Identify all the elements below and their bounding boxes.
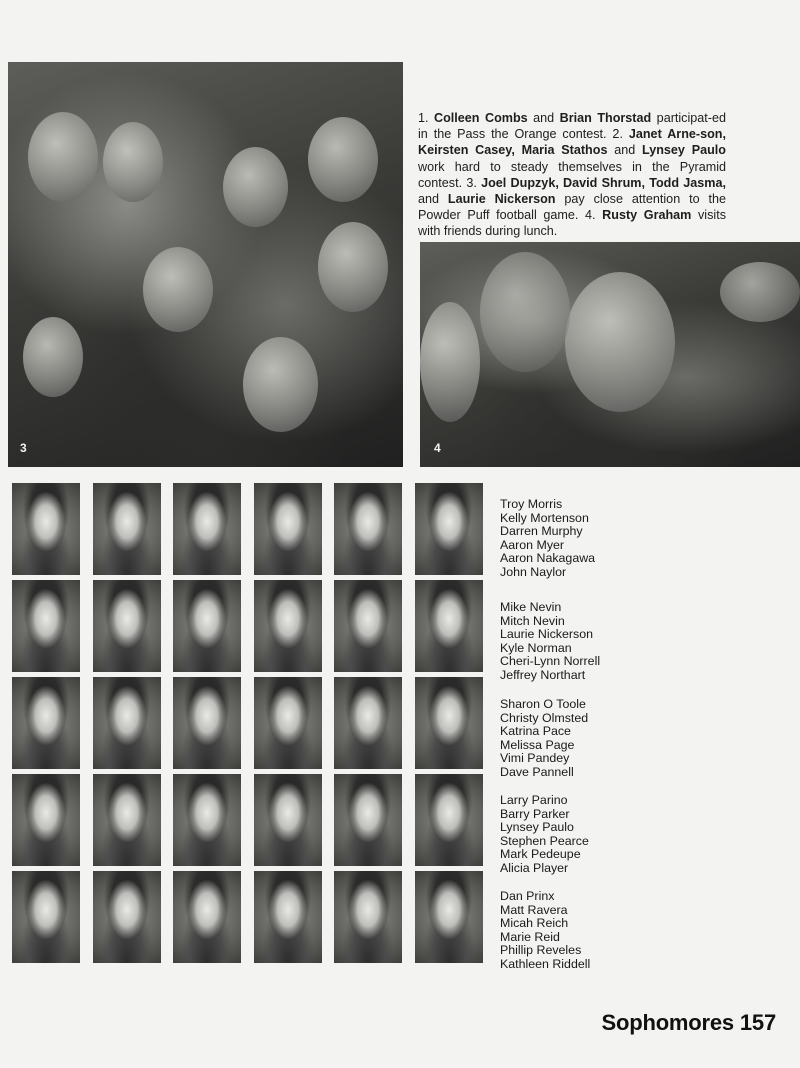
page-number: 157 xyxy=(739,1010,776,1035)
student-name: Mark Pedeupe xyxy=(500,847,581,862)
figure-shape xyxy=(420,302,480,422)
student-portrait xyxy=(415,677,483,769)
student-name: Sharon O Toole xyxy=(500,697,586,711)
figure-shape xyxy=(143,247,213,332)
figure-shape xyxy=(318,222,388,312)
student-name: Melissa Page xyxy=(500,737,575,752)
student-name-list xyxy=(500,498,660,580)
student-portrait xyxy=(12,677,80,769)
student-name: Micah Reich xyxy=(500,916,569,931)
student-portrait xyxy=(173,580,241,672)
caption-text: participat-ed in the Pass the Orange contest. 2. xyxy=(418,111,726,142)
student-name: Cheri-Lynn Norrell xyxy=(500,654,601,669)
student-portrait xyxy=(12,483,80,575)
student-portrait xyxy=(93,871,161,963)
candid-photo-3 xyxy=(8,62,403,467)
caption-name: Rusty Graham xyxy=(602,208,692,223)
student-name: Katrina Pace xyxy=(500,724,571,739)
photo-number: 4 xyxy=(434,441,441,455)
student-portrait xyxy=(254,871,322,963)
student-name-list xyxy=(500,698,660,780)
student-name-list xyxy=(500,794,660,876)
student-name: Mike Nevin xyxy=(500,600,562,614)
student-portrait xyxy=(334,483,402,575)
student-name: Dave Pannell xyxy=(500,764,574,779)
caption-text: and xyxy=(527,111,560,125)
figure-shape xyxy=(23,317,83,397)
figure-shape xyxy=(308,117,378,202)
student-portrait xyxy=(254,774,322,866)
student-name: Troy Morris xyxy=(500,497,563,511)
student-name: Kelly Mortenson xyxy=(500,510,589,525)
figure-shape xyxy=(243,337,318,432)
caption-name: Joel Dupzyk, David Shrum, Todd Jasma, xyxy=(481,175,726,190)
student-portrait xyxy=(12,580,80,672)
student-portrait xyxy=(173,871,241,963)
student-name: Kathleen Riddell xyxy=(500,956,591,971)
student-portrait xyxy=(93,580,161,672)
student-portrait xyxy=(334,580,402,672)
student-name: Alicia Player xyxy=(500,860,569,875)
caption-name: Laurie Nickerson xyxy=(447,192,556,207)
student-portrait xyxy=(334,774,402,866)
caption-text: 1. xyxy=(418,111,434,125)
portrait-row xyxy=(12,677,484,769)
student-name: Stephen Pearce xyxy=(500,833,589,848)
student-portrait xyxy=(415,580,483,672)
student-portrait xyxy=(12,871,80,963)
student-portrait xyxy=(254,677,322,769)
caption-name: Lynsey Paulo xyxy=(642,143,726,158)
student-name: Christy Olmsted xyxy=(500,710,589,725)
student-name: Phillip Reveles xyxy=(500,943,582,958)
student-name: Larry Parino xyxy=(500,793,568,807)
caption-text: work hard to steady themselves in the Pyramid contest. 3. xyxy=(418,159,726,190)
caption-name: Colleen Combs xyxy=(434,111,528,125)
photo-number: 3 xyxy=(20,441,27,455)
portrait-row xyxy=(12,483,484,575)
caption-text: and xyxy=(418,192,448,207)
figure-shape xyxy=(565,272,675,412)
caption-name: Brian Thorstad xyxy=(559,111,652,125)
portrait-row xyxy=(12,774,484,866)
student-portrait xyxy=(415,483,483,575)
photo-caption xyxy=(418,110,726,240)
student-portrait xyxy=(415,871,483,963)
figure-shape xyxy=(28,112,98,202)
student-name: Marie Reid xyxy=(500,929,560,944)
student-name: Kyle Norman xyxy=(500,640,572,655)
student-portrait xyxy=(93,774,161,866)
portrait-row xyxy=(12,580,484,672)
caption-name: Janet Arne-son, Keirsten Casey, Maria Stathos xyxy=(418,127,726,158)
figure-shape xyxy=(720,262,800,322)
student-portrait xyxy=(334,871,402,963)
student-name: John Naylor xyxy=(500,564,567,579)
section-title: Sophomores xyxy=(601,1010,734,1035)
caption-text: visits with friends during lunch. xyxy=(418,208,726,239)
student-name: Dan Prinx xyxy=(500,889,555,903)
figure-shape xyxy=(480,252,570,372)
student-portrait xyxy=(415,774,483,866)
student-name: Laurie Nickerson xyxy=(500,627,593,642)
student-name: Darren Murphy xyxy=(500,524,583,539)
student-portrait xyxy=(12,774,80,866)
caption-text: pay close attention to the Powder Puff football game. 4. xyxy=(418,192,726,223)
page-footer xyxy=(602,1010,777,1036)
student-portrait xyxy=(334,677,402,769)
student-name: Lynsey Paulo xyxy=(500,820,574,835)
student-name: Matt Ravera xyxy=(500,902,568,917)
student-name: Aaron Nakagawa xyxy=(500,551,596,566)
student-portrait xyxy=(93,677,161,769)
student-name: Vimi Pandey xyxy=(500,751,570,766)
caption-text: and xyxy=(607,143,642,158)
student-portrait xyxy=(254,580,322,672)
student-portrait xyxy=(173,774,241,866)
student-portrait xyxy=(173,677,241,769)
candid-photo-4 xyxy=(420,242,800,467)
portrait-row xyxy=(12,871,484,963)
student-name: Jeffrey Northart xyxy=(500,667,586,682)
figure-shape xyxy=(103,122,163,202)
student-name: Barry Parker xyxy=(500,806,570,821)
student-name: Mitch Nevin xyxy=(500,613,565,628)
figure-shape xyxy=(223,147,288,227)
student-name-list xyxy=(500,890,660,972)
student-portrait xyxy=(93,483,161,575)
student-portrait xyxy=(254,483,322,575)
student-name-list xyxy=(500,601,660,683)
student-portrait xyxy=(173,483,241,575)
student-name: Aaron Myer xyxy=(500,537,565,552)
